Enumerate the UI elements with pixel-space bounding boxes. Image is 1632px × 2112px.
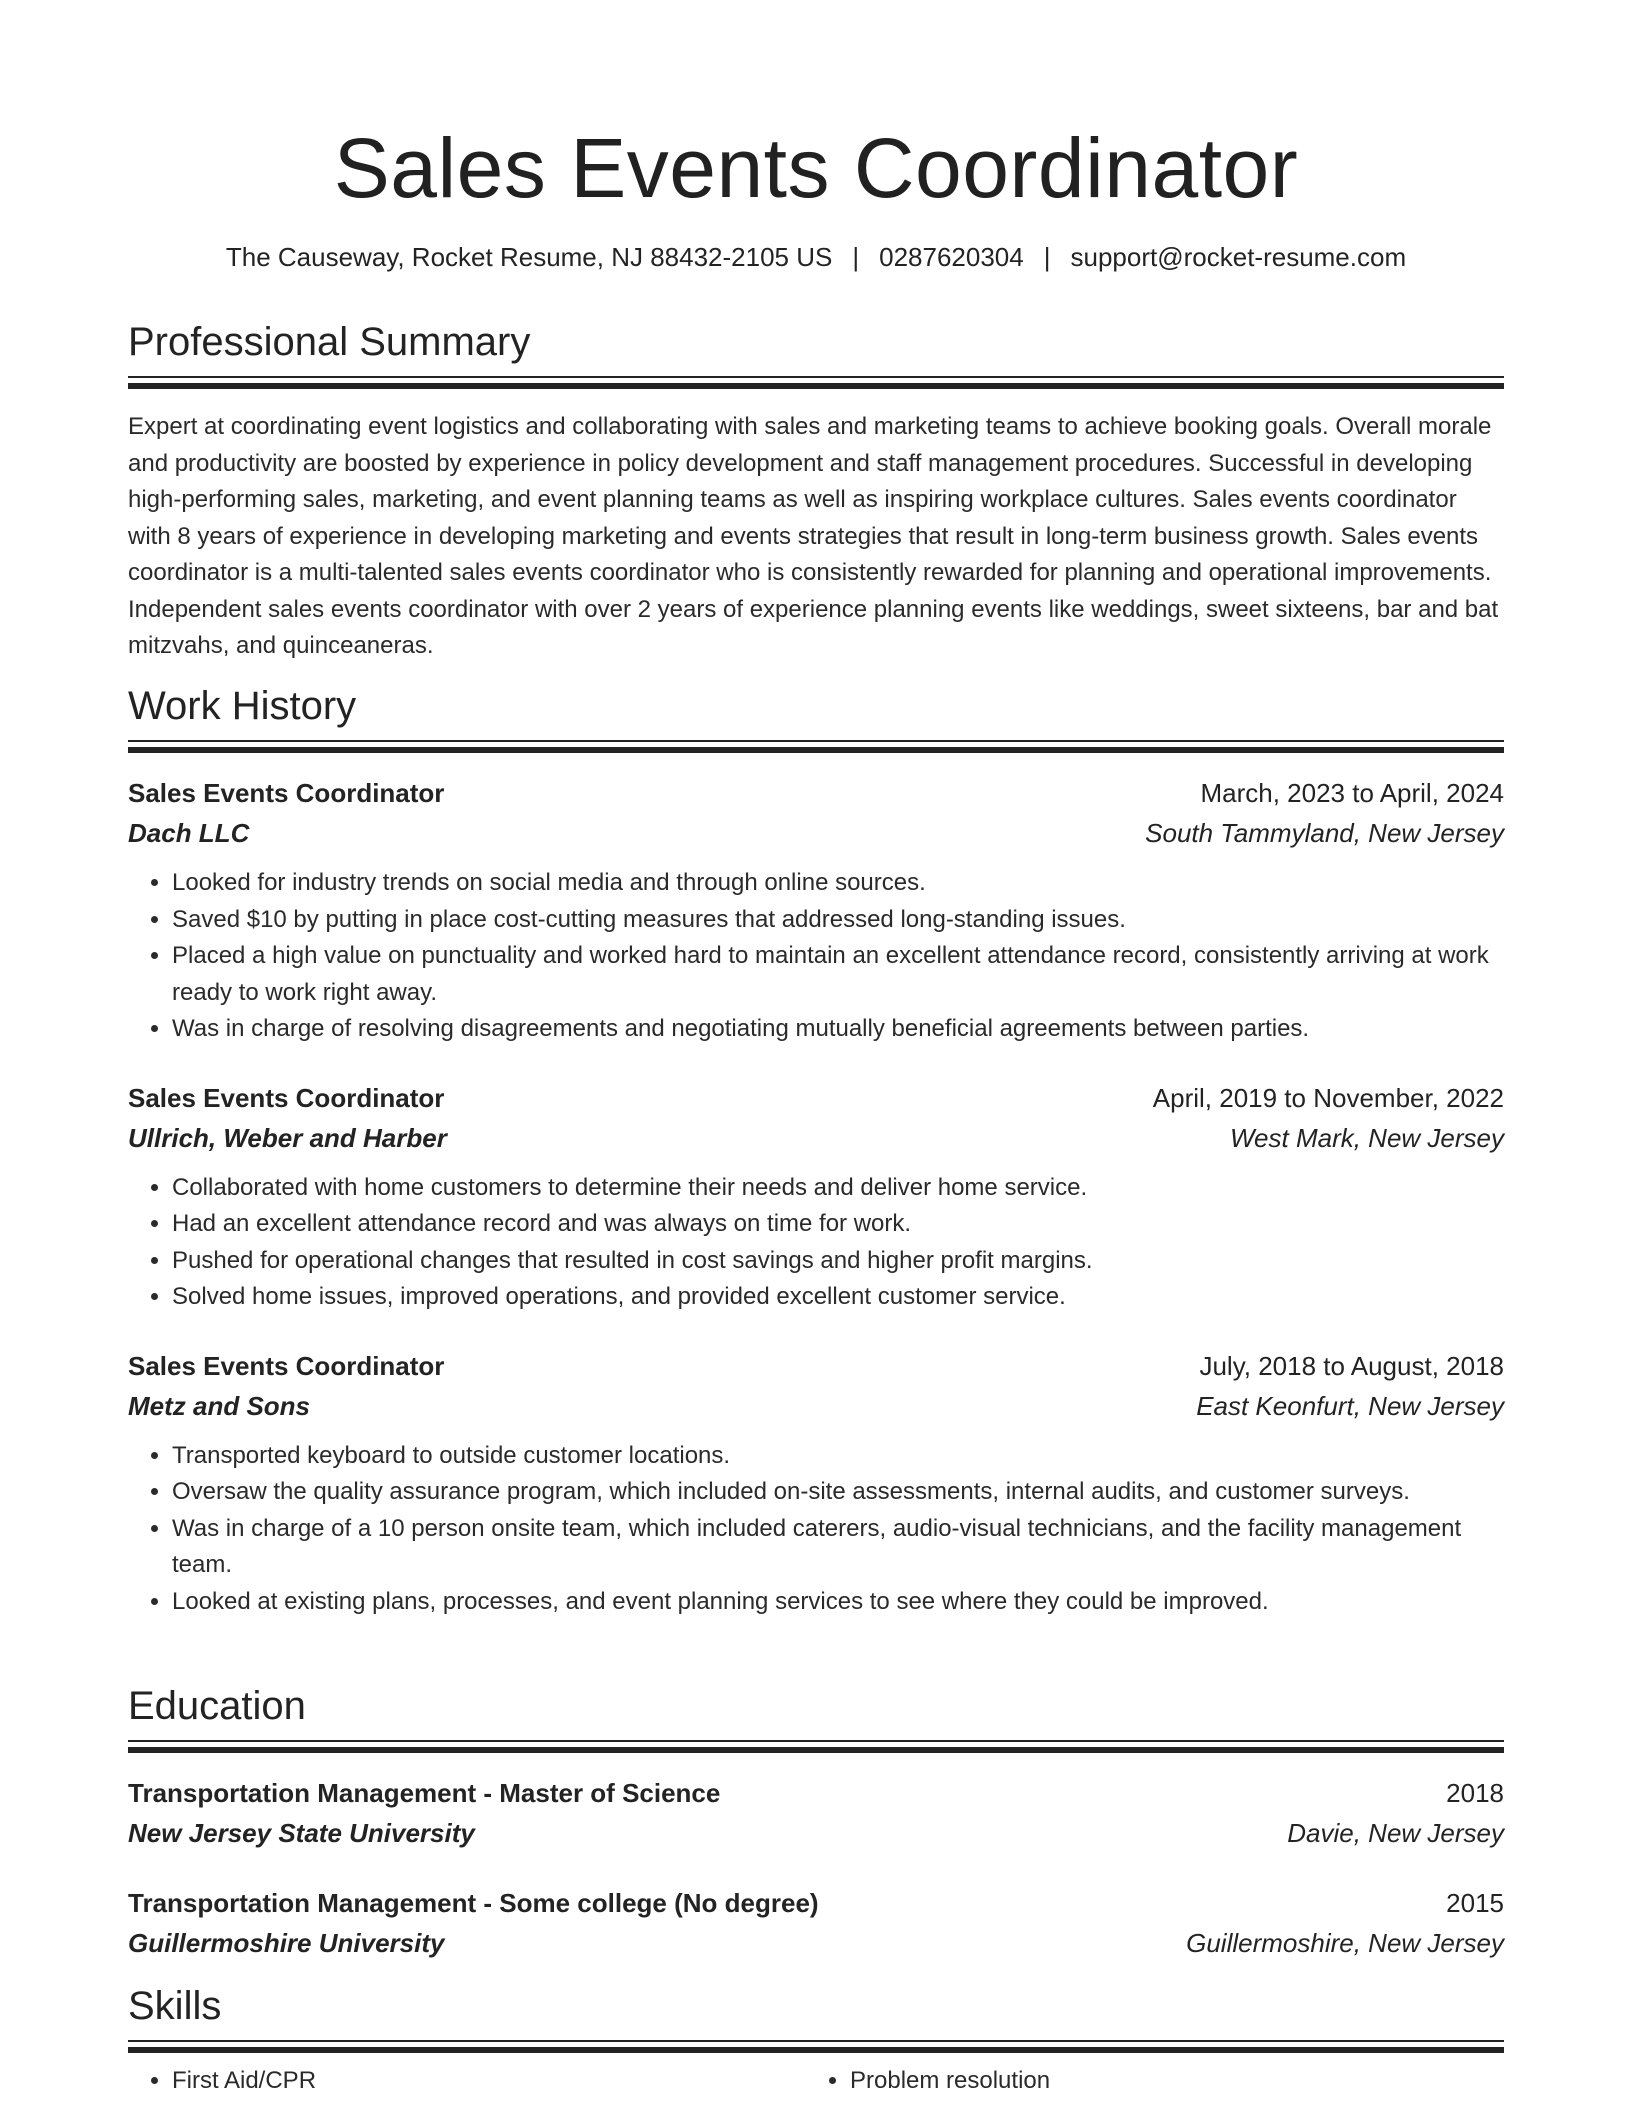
job-bullet: • Saved $10 by putting in place cost-cutting measures that addressed long-standing issues. [172,902,1504,939]
education-section [128,1680,1504,1963]
education-location: Davie, New Jersey [1287,1818,1504,1848]
job-entry [128,773,1504,1048]
job-location: West Mark, New Jersey [1229,1122,1504,1153]
job-title: Sales Events Coordinator [128,1350,445,1381]
job-company-row [128,1386,1504,1426]
job-dates: April, 2019 to November, 2022 [1152,1082,1504,1113]
section-heading-skills: Skills [128,1984,222,2028]
section-divider [128,376,1504,391]
job-dates: March, 2023 to April, 2024 [1200,778,1504,808]
education-header-row [128,1773,1504,1813]
education-school-row [128,1813,1504,1853]
section-divider [128,1740,1504,1755]
contact-phone: 0287620304 [879,242,1024,272]
job-bullet: • Was in charge of resolving disagreements and negotiating mutually beneficial agreements between parties. [172,1011,1504,1048]
work-history-section [128,680,1504,1620]
section-heading-work-history: Work History [128,684,357,728]
education-header-row [128,1883,1504,1923]
education-year: 2015 [1446,1888,1504,1918]
job-location: South Tammyland, New Jersey [1145,818,1504,848]
job-bullet: • Collaborated with home customers to determine their needs and deliver home service. [172,1170,1504,1207]
section-divider [128,740,1504,755]
skills-column-left [128,2063,806,2099]
job-bullet: • Had an excellent attendance record and was always on time for work. [172,1206,1504,1243]
summary-section [128,316,1504,665]
job-company-row [128,1118,1504,1158]
job-entry [128,1346,1504,1621]
education-school-row [128,1923,1504,1963]
job-bullet: • Oversaw the quality assurance program, which included on-site assessments, internal audits, and customer surveys. [172,1474,1504,1511]
job-bullet: • Was in charge of a 10 person onsite team, which included caterers, audio-visual technicians, and the facility management team. [172,1511,1504,1584]
education-school: New Jersey State University [128,1818,475,1848]
job-location: East Keonfurt, New Jersey [1196,1390,1504,1421]
job-bullet: • Pushed for operational changes that resulted in cost savings and higher profit margins. [172,1243,1504,1280]
education-location: Guillermoshire, New Jersey [1186,1928,1504,1958]
job-header-row [128,773,1504,813]
skills-column-right [806,2063,1484,2099]
job-company: Dach LLC [128,818,250,848]
education-school: Guillermoshire University [128,1928,445,1958]
job-company: Metz and Sons [128,1390,311,1421]
skills-list [128,2063,1504,2099]
contact-separator: | [1043,242,1051,272]
job-entry [128,1078,1504,1316]
job-bullets [128,865,1504,1048]
job-company: Ullrich, Weber and Harber [128,1122,447,1153]
job-bullets [128,1438,1504,1621]
job-bullets [128,1170,1504,1316]
section-heading-education: Education [128,1684,306,1728]
section-heading-summary: Professional Summary [128,320,531,364]
education-degree: Transportation Management - Master of Science [128,1778,721,1808]
job-bullet: • Looked at existing plans, processes, and event planning services to see where they could be improved. [172,1584,1504,1621]
education-degree: Transportation Management - Some college (No degree) [128,1888,819,1918]
resume-title: Sales Events Coordinator [333,121,1299,215]
job-company-row [128,813,1504,853]
job-bullet: • Placed a high value on punctuality and worked hard to maintain an excellent attendance record, consistently arriving at work ready to work right away. [172,938,1504,1011]
education-entry [128,1883,1504,1963]
section-divider [128,2040,1504,2055]
job-bullet: • Looked for industry trends on social media and through online sources. [172,865,1504,902]
skill-item: • First Aid/CPR [172,2063,806,2099]
job-dates: July, 2018 to August, 2018 [1199,1350,1504,1381]
contact-separator: | [852,242,860,272]
summary-text: Expert at coordinating event logistics and collaborating with sales and marketing teams to achieve booking goals. Overall morale and productivity are boosted by experience in policy development and staff management procedures. Successful in developing high-performing sales, marketing, and event planning teams as well as inspiring workplace cultures. Sales events coordinator with 8 years of experience in developing marketing and events strategies that result in long-term business growth. Sales events coordinator is a multi-talented sales events coordinator who is consistently rewarded for planning and operational improvements. Independent sales events coordinator with over 2 years of experience planning events like weddings, sweet sixteens, bar and bat mitzvahs, and quinceaneras. [128,413,1499,659]
job-title: Sales Events Coordinator [128,778,445,808]
contact-line [128,238,1504,276]
education-entry [128,1773,1504,1853]
job-header-row [128,1346,1504,1386]
job-bullet: • Solved home issues, improved operations, and provided excellent customer service. [172,1279,1504,1316]
job-header-row [128,1078,1504,1118]
job-bullet: • Transported keyboard to outside customer locations. [172,1438,1504,1475]
job-title: Sales Events Coordinator [128,1082,445,1113]
skill-item: • Problem resolution [850,2063,1484,2099]
skills-section [128,1980,1504,2099]
contact-address: The Causeway, Rocket Resume, NJ 88432-2105 US [225,242,833,272]
education-year: 2018 [1446,1778,1504,1808]
contact-email: support@rocket-resume.com [1070,242,1407,272]
